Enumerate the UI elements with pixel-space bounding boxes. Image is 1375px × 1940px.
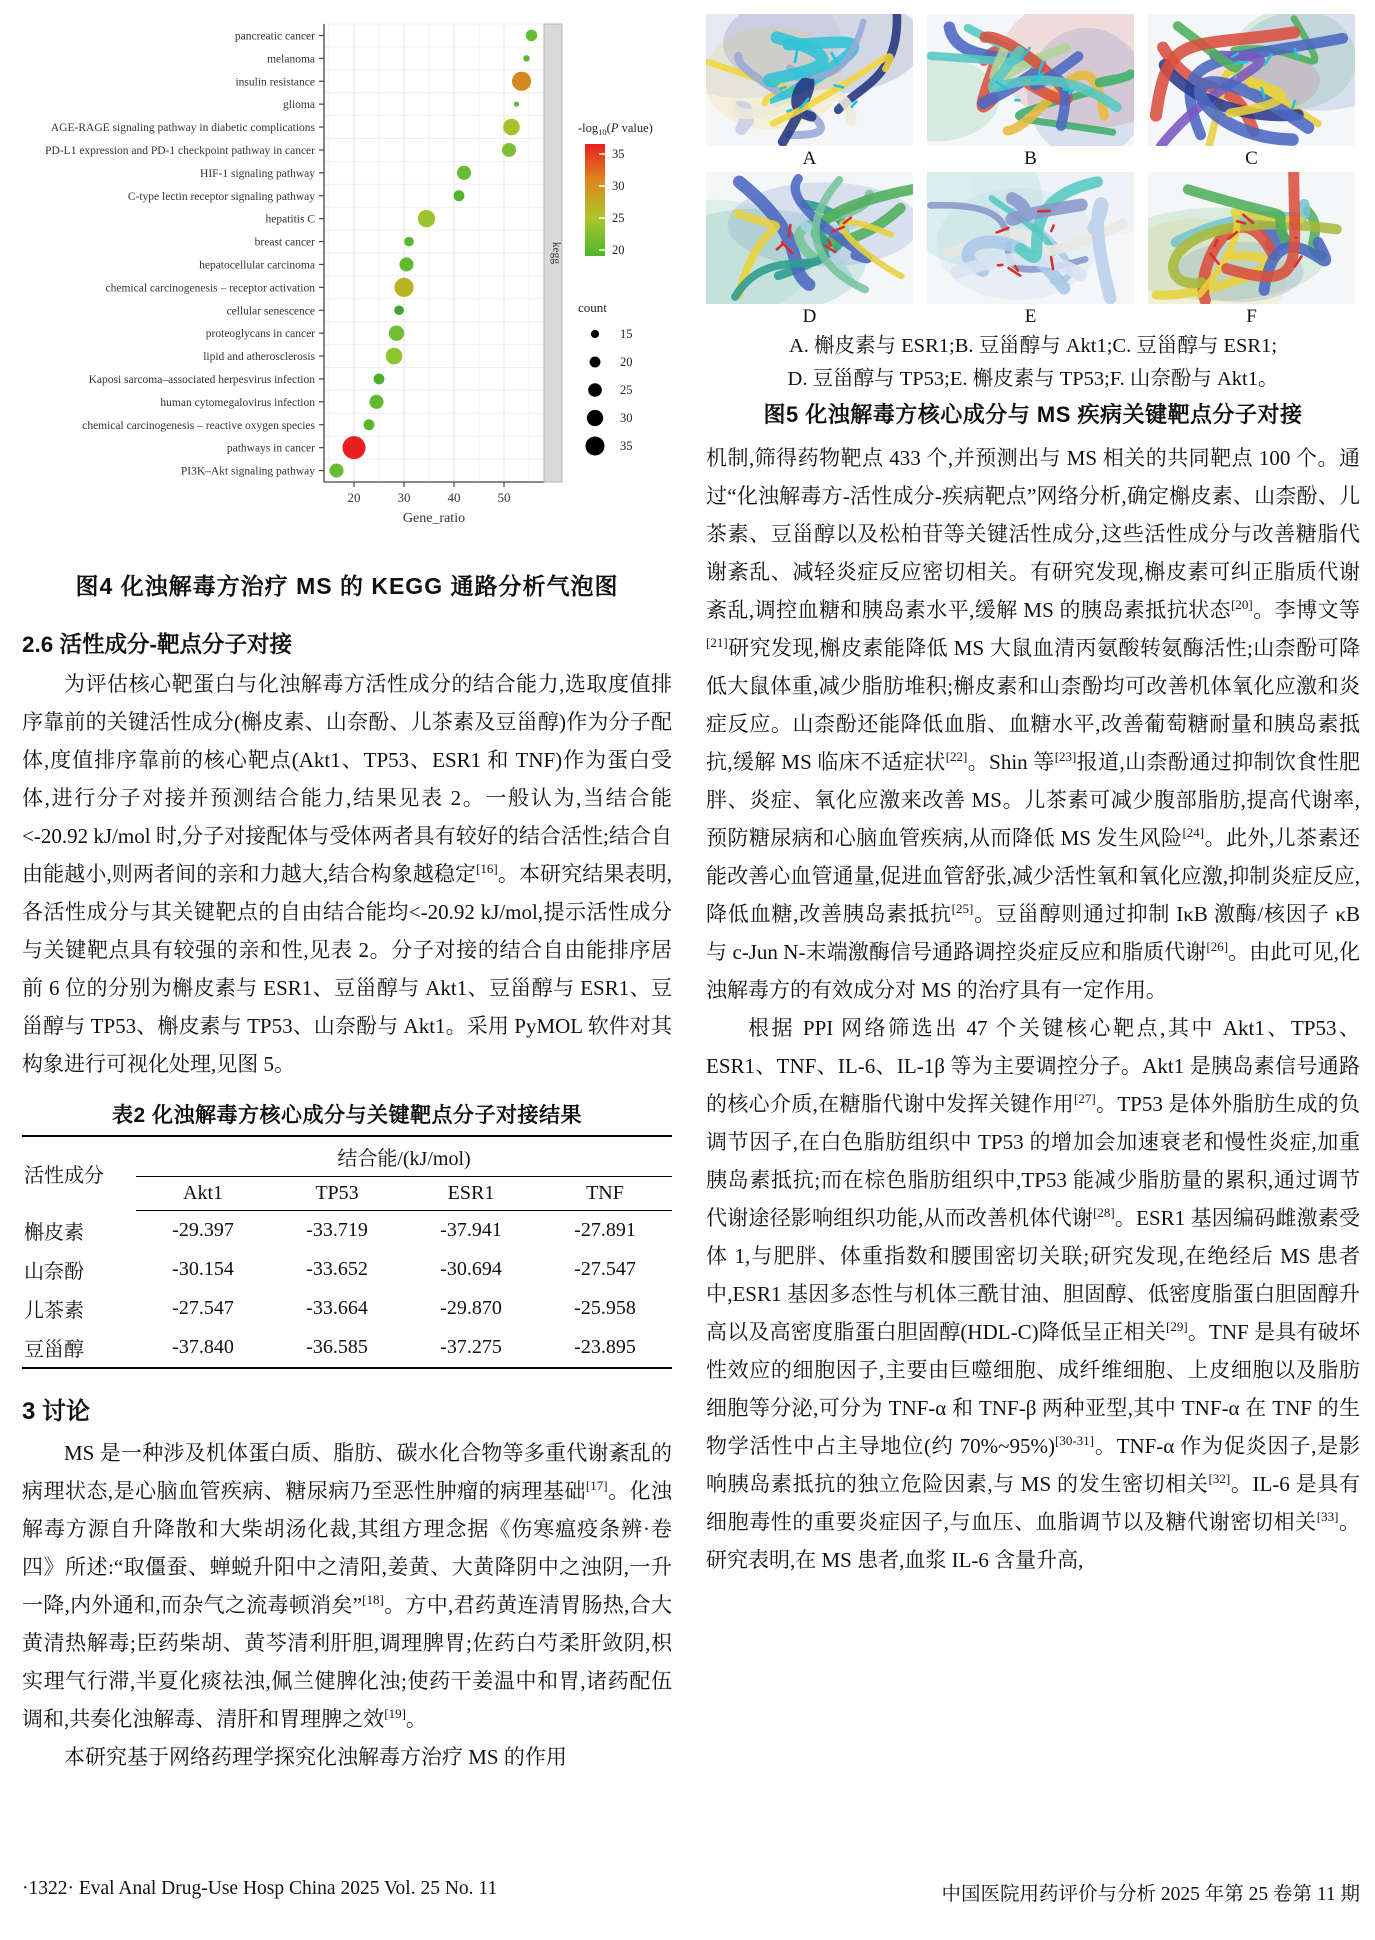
- figure5-caption-title: 图5 化浊解毒方核心成分与 MS 疾病关键靶点分子对接: [763, 402, 1303, 427]
- table-row: 豆甾醇 -37.840 -36.585 -37.275 -23.895: [24, 1335, 636, 1361]
- panel-label: E: [1024, 306, 1037, 327]
- panel-label: F: [1246, 306, 1257, 327]
- panel-label: C: [1245, 148, 1258, 169]
- svg-text:30: 30: [397, 490, 411, 505]
- svg-text:15: 15: [620, 327, 633, 341]
- figure5-caption-line1: A. 槲皮素与 ESR1;B. 豆甾醇与 Akt1;C. 豆甾醇与 ESR1;: [788, 335, 1278, 357]
- protein-docking-panel-e: [927, 172, 1134, 330]
- table2: [22, 1135, 672, 1369]
- protein-structure-image: [927, 14, 1134, 146]
- table-row: 山奈酚 -30.154 -33.652 -30.694 -27.547: [24, 1257, 636, 1283]
- panel-label: D: [802, 306, 817, 327]
- section-2-6-heading: 2.6 活性成分-靶点分子对接: [22, 632, 293, 657]
- svg-text:hepatitis C: hepatitis C: [265, 213, 315, 226]
- svg-text:cellular senescence: cellular senescence: [226, 305, 315, 318]
- table2-col-tp53: TP53: [270, 1177, 404, 1211]
- svg-text:hepatocellular carcinoma: hepatocellular carcinoma: [199, 259, 315, 272]
- svg-text:pancreatic cancer: pancreatic cancer: [234, 30, 315, 43]
- svg-text:20: 20: [620, 355, 633, 369]
- discussion-paragraph-1: MS 是一种涉及机体蛋白质、脂肪、碳水化合物等多重代谢紊乱的病理状态,是心脑血管疾病、糖尿病乃至恶性肿瘤的病理基础[17]。化浊解毒方源自升降散和大柴胡汤化裁,其组方理念据《伤寒瘟疫条辨·卷四》所述:“取僵蚕、蝉蜕升阳中之清阳,姜黄、大黄降阴中之浊阴,一升一降,内外通和,而杂气之流毒顿消矣”[18]。方中,君药黄连清胃肠热,合大黄清热解毒;臣药柴胡、黄芩清利肝胆,调理脾胃;佐药白芍柔肝敛阴,枳实理气行滞,半夏化痰祛浊,佩兰健脾化浊;使药干姜温中和胃,诸药配伍调和,共奏化浊解毒、清肝和胃理脾之效[19]。: [22, 1440, 673, 1731]
- table2-stub-header: 活性成分: [24, 1165, 104, 1188]
- page-footer: [22, 1878, 1360, 1906]
- svg-text:PD-L1 expression and PD-1 chec: PD-L1 expression and PD-1 checkpoint pathway in cancer: [45, 144, 315, 157]
- figure4-caption: 图4 化浊解毒方治疗 MS 的 KEGG 通路分析气泡图: [75, 573, 619, 599]
- right-paragraph-2: 根据 PPI 网络筛选出 47 个关键核心靶点,其中 Akt1、TP53、ESR1、TNF、IL-6、IL-1β 等为主要调控分子。Akt1 是胰岛素信号通路的核心介质,在糖脂代谢中发挥关键作用[27]。TP53 是体外脂肪生成的负调节因子,在白色脂肪组织中 TP53 的增加会加速衰老和慢性炎症,加重胰岛素抵抗;而在棕色脂肪组织中,TP53 能减少脂肪量的累积,通过调节代谢途径影响组织功能,从而改善机体代谢[28]。ESR1 基因编码雌激素受体 1,与肥胖、体重指数和腰围密切关联;研究发现,在绝经后 MS 患者中,ESR1 基因多态性与机体三酰甘油、胆固醇、低密度脂蛋白胆固醇升高以及高密度脂蛋白胆固醇(HDL-C)降低呈正相关[29]。TNF 是具有破坏性效应的细胞因子,主要由巨噬细胞、成纤维细胞、上皮细胞以及脂肪细胞等分泌,可分为 TNF-α 和 TNF-β 两种亚型,其中 TNF-α 在 TNF 的生物学活性中占主导地位(约 70%~95%)[30-31]。TNF-α 作为促炎因子,是影响胰岛素抵抗的独立危险因素,与 MS 的发生密切相关[32]。IL-6 是具有细胞毒性的重要炎症因子,与血压、血脂调节以及糖代谢密切相关[33]。研究表明,在 MS 患者,血浆 IL-6 含量升高,: [706, 1016, 1361, 1572]
- svg-text:pathways in cancer: pathways in cancer: [226, 442, 315, 455]
- svg-text:proteoglycans in cancer: proteoglycans in cancer: [205, 328, 315, 341]
- protein-structure-image: [1148, 14, 1355, 146]
- svg-text:35: 35: [612, 147, 625, 161]
- table-row: 槲皮素 -29.397 -33.719 -37.941 -27.891: [24, 1218, 636, 1244]
- discussion-paragraph-2: 本研究基于网络药理学探究化浊解毒方治疗 MS 的作用: [64, 1744, 567, 1769]
- figure5-panel-grid: [706, 14, 1360, 330]
- protein-docking-panel-d: [706, 172, 913, 330]
- svg-text:C-type lectin receptor signali: C-type lectin receptor signaling pathway: [127, 190, 315, 203]
- svg-text:human cytomegalovirus infectio: human cytomegalovirus infection: [160, 396, 315, 409]
- kegg-bubble-chart: [22, 12, 672, 557]
- svg-text:kegg: kegg: [550, 241, 562, 265]
- protein-structure-image: [927, 172, 1134, 304]
- svg-text:30: 30: [612, 179, 625, 193]
- protein-docking-panel-b: [927, 14, 1134, 172]
- svg-text:insulin resistance: insulin resistance: [235, 76, 315, 89]
- protein-docking-panel-c: [1148, 14, 1355, 172]
- right-column: [706, 14, 1360, 1579]
- table2-col-tnf: TNF: [538, 1177, 672, 1211]
- svg-text:PI3K–Akt signaling pathway: PI3K–Akt signaling pathway: [180, 465, 315, 478]
- table2-col-akt1: Akt1: [136, 1177, 270, 1211]
- svg-text:-log10(P value): $-\log_{10}(P$ value): [578, 121, 653, 137]
- svg-text:lipid and atherosclerosis: lipid and atherosclerosis: [203, 351, 315, 364]
- svg-text:glioma: glioma: [283, 99, 315, 112]
- svg-text:25: 25: [620, 383, 633, 397]
- right-paragraph-1: 机制,筛得药物靶点 433 个,并预测出与 MS 相关的共同靶点 100 个。通过“化浊解毒方-活性成分-疾病靶点”网络分析,确定槲皮素、山柰酚、儿茶素、豆甾醇以及松柏苷等关键活性成分,这些活性成分与改善糖脂代谢紊乱、减轻炎症反应密切相关。有研究发现,槲皮素可纠正脂质代谢紊乱,调控血糖和胰岛素水平,缓解 MS 的胰岛素抵抗状态[20]。李博文等[21]研究发现,槲皮素能降低 MS 大鼠血清丙氨酸转氨酶活性;山柰酚可降低大鼠体重,减少脂肪堆积;槲皮素和山柰酚均可改善机体氧化应激和炎症反应。山柰酚还能降低血脂、血糖水平,改善葡萄糖耐量和胰岛素抵抗,缓解 MS 临床不适症状[22]。Shin 等[23]报道,山柰酚通过抑制饮食性肥胖、炎症、氧化应激来改善 MS。儿茶素可减少腹部脂肪,提高代谢率,预防糖尿病和心脑血管疾病,从而降低 MS 发生风险[24]。此外,儿茶素还能改善心血管通量,促进血管舒张,减少活性氧和氧化应激,抑制炎症反应,降低血糖,改善胰岛素抵抗[25]。豆甾醇则通过抑制 IκB 激酶/核因子 κB 与 c-Jun N-末端激酶信号通路调控炎症反应和脂质代谢[26]。由此可见,化浊解毒方的有效成分对 MS 的治疗具有一定作用。: [706, 446, 1361, 1002]
- table2-group-header: 结合能/(kJ/mol): [136, 1136, 672, 1177]
- svg-text:20: 20: [347, 490, 361, 505]
- svg-text:50: 50: [497, 490, 511, 505]
- svg-text:count: count: [578, 300, 607, 315]
- svg-text:25: 25: [612, 211, 625, 225]
- section-2-6-paragraph: 为评估核心靶蛋白与化浊解毒方活性成分的结合能力,选取度值排序靠前的关键活性成分(槲皮素、山奈酚、儿茶素及豆甾醇)作为分子配体,度值排序靠前的核心靶点(Akt1、TP53、ESR1 和 TNF)作为蛋白受体,进行分子对接并预测结合能力,结果见表 2。一般认为,当结合能<-20.92 kJ/mol 时,分子对接配体与受体两者具有较好的结合活性;结合自由能越小,则两者间的亲和力越大,结合构象越稳定[16]。本研究结果表明,各活性成分与其关键靶点的自由结合能均<-20.92 kJ/mol,提示活性成分与关键靶点具有较强的亲和性,见表 2。分子对接的结合自由能排序居前 6 位的分别为槲皮素与 ESR1、豆甾醇与 Akt1、豆甾醇与 ESR1、豆甾醇与 TP53、槲皮素与 TP53、山奈酚与 Akt1。采用 PyMOL 软件对其构象进行可视化处理,见图 5。: [22, 672, 673, 1076]
- svg-text:melanoma: melanoma: [267, 53, 315, 66]
- svg-text:35: 35: [620, 439, 633, 453]
- table2-col-esr1: ESR1: [404, 1177, 538, 1211]
- svg-text:40: 40: [447, 490, 461, 505]
- section-3-heading: 3 讨论: [22, 1397, 91, 1425]
- svg-text:chemical carcinogenesis – reac: chemical carcinogenesis – reactive oxygen species: [82, 419, 315, 432]
- svg-text:20: 20: [612, 243, 625, 257]
- panel-label: B: [1024, 148, 1037, 169]
- protein-structure-image: [706, 14, 913, 146]
- table2-title: 表2 化浊解毒方核心成分与关键靶点分子对接结果: [111, 1104, 582, 1127]
- footer-left: ·1322· Eval Anal Drug-Use Hosp China 2025 Vol. 25 No. 11: [22, 1878, 498, 1899]
- svg-text:Gene_ratio: Gene_ratio: [402, 511, 466, 526]
- table-row: 儿茶素 -27.547 -33.664 -29.870 -25.958: [24, 1296, 636, 1322]
- footer-right: 中国医院用药评价与分析 2025 年第 25 卷第 11 期: [941, 1884, 1360, 1905]
- svg-text:AGE-RAGE signaling pathway in: AGE-RAGE signaling pathway in diabetic complications: [50, 122, 315, 135]
- left-column: [22, 12, 672, 1776]
- svg-text:Kaposi sarcoma–associated herp: Kaposi sarcoma–associated herpesvirus infection: [88, 373, 315, 386]
- protein-structure-image: [706, 172, 913, 304]
- svg-text:HIF-1 signaling pathway: HIF-1 signaling pathway: [200, 167, 315, 180]
- svg-text:chemical carcinogenesis – rece: chemical carcinogenesis – receptor activation: [105, 282, 315, 295]
- figure5-caption-line2: D. 豆甾醇与 TP53;E. 槲皮素与 TP53;F. 山奈酚与 Akt1。: [787, 368, 1279, 390]
- svg-text:30: 30: [620, 411, 633, 425]
- figure4: [22, 12, 672, 601]
- panel-label: A: [802, 148, 817, 169]
- protein-structure-image: [1148, 172, 1355, 304]
- svg-text:breast cancer: breast cancer: [254, 236, 315, 249]
- protein-docking-panel-a: [706, 14, 913, 172]
- protein-docking-panel-f: [1148, 172, 1355, 330]
